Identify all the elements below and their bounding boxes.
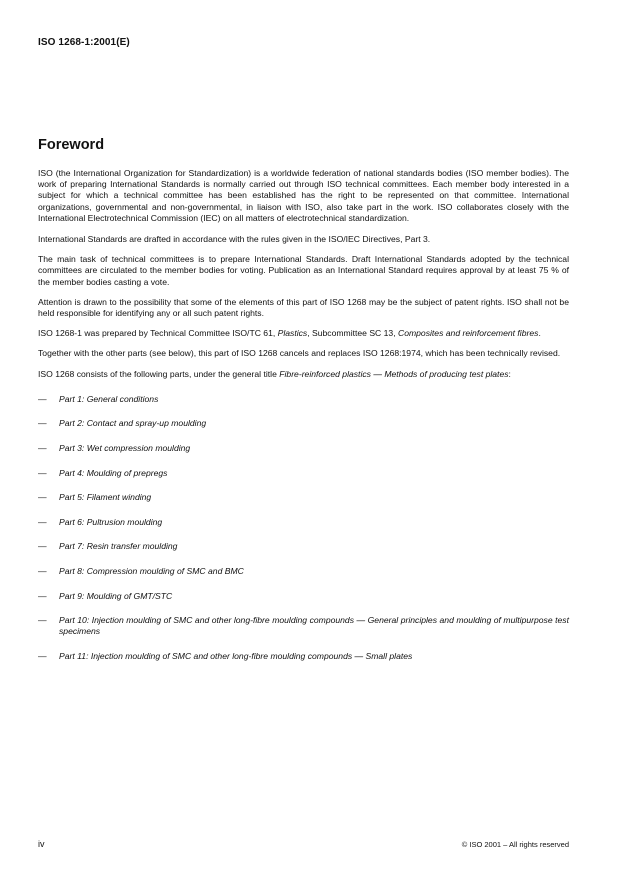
part-title: Part 8: Compression moulding of SMC and BMC bbox=[59, 566, 244, 576]
paragraph-parts-intro bbox=[38, 369, 569, 380]
list-dash: — bbox=[38, 467, 47, 478]
part-title: Part 4: Moulding of prepregs bbox=[59, 467, 168, 478]
list-item bbox=[38, 468, 569, 479]
list-dash: — bbox=[38, 650, 47, 661]
list-item bbox=[38, 591, 569, 602]
list-item bbox=[38, 492, 569, 503]
list-dash: — bbox=[38, 615, 47, 626]
list-dash: — bbox=[38, 541, 47, 552]
paragraph-drafting-rules: International Standards are drafted in accordance with the rules given in the ISO/IEC Directives, Part 3. bbox=[38, 234, 431, 245]
prepared-by-text-e: . bbox=[538, 328, 541, 339]
list-item bbox=[38, 541, 569, 552]
part-title: Part 2: Contact and spray-up moulding bbox=[59, 418, 207, 429]
paragraph-iso-intro: ISO (the International Organization for Standardization) is a worldwide federation of national standards bodies (ISO member bodies). The work of preparing International Standards is normally carried out through ISO technical committees. Each member body interested in a subject for which a technical committee has been established has the right to be represented on that committee. International organizations, governmental and non-governmental, in liaison with ISO, also take part in the work. ISO collaborates closely with the International Electrotechnical Commission (IEC) on all matters of electrotechnical standardization. bbox=[38, 168, 569, 223]
part-title: Part 10: Injection moulding of SMC and other long-fibre moulding compounds — General principles and moulding of multipurpose test specimens bbox=[59, 615, 569, 637]
list-item bbox=[38, 443, 569, 454]
copyright-notice: © ISO 2001 – All rights reserved bbox=[461, 840, 569, 849]
document-id-header: ISO 1268-1:2001(E) bbox=[38, 37, 130, 48]
parts-intro-text-c: : bbox=[508, 368, 511, 379]
foreword-body bbox=[38, 168, 569, 676]
list-item bbox=[38, 418, 569, 429]
list-dash: — bbox=[38, 443, 47, 454]
part-title: Part 7: Resin transfer moulding bbox=[59, 541, 178, 552]
list-item bbox=[38, 615, 569, 637]
list-item bbox=[38, 566, 569, 577]
part-title: Part 11: Injection moulding of SMC and other long-fibre moulding compounds — Small plates bbox=[59, 650, 413, 661]
parts-intro-text-a: ISO 1268 consists of the following parts, under the general title bbox=[38, 368, 280, 379]
prepared-by-text-c: , Subcommittee SC 13, bbox=[307, 328, 398, 339]
part-title: Part 6: Pultrusion moulding bbox=[59, 516, 163, 527]
list-dash: — bbox=[38, 393, 47, 404]
list-dash: — bbox=[38, 566, 47, 576]
part-title: Part 1: General conditions bbox=[59, 393, 159, 404]
paragraph-prepared-by bbox=[38, 328, 569, 339]
list-dash: — bbox=[38, 418, 47, 429]
part-title: Part 3: Wet compression moulding bbox=[59, 443, 191, 454]
subcommittee-name: Composites and reinforcement fibres bbox=[398, 328, 539, 339]
part-title: Part 5: Filament winding bbox=[59, 492, 152, 503]
list-dash: — bbox=[38, 516, 47, 527]
list-dash: — bbox=[38, 492, 47, 503]
list-item bbox=[38, 651, 569, 662]
committee-name: Plastics bbox=[277, 328, 308, 339]
page-number: iv bbox=[38, 839, 45, 849]
list-item bbox=[38, 394, 569, 405]
parts-list bbox=[38, 394, 569, 662]
page-title: Foreword bbox=[38, 137, 105, 153]
prepared-by-text-a: ISO 1268-1 was prepared by Technical Committee ISO/TC 61, bbox=[38, 328, 278, 339]
paragraph-replaces: Together with the other parts (see below), this part of ISO 1268 cancels and replaces ISO 1268:1974, which has been technically revised. bbox=[38, 348, 561, 359]
list-dash: — bbox=[38, 590, 47, 601]
paragraph-technical-committees: The main task of technical committees is to prepare International Standards. Draft International Standards adopted by the technical committees are circulated to the member bodies for voting. Publication as an International Standard requires approval by at least 75 % of the member bodies casting a vote. bbox=[38, 254, 569, 287]
part-title: Part 9: Moulding of GMT/STC bbox=[59, 590, 173, 601]
list-item bbox=[38, 517, 569, 528]
paragraph-patent-rights: Attention is drawn to the possibility that some of the elements of this part of ISO 1268 may be the subject of patent rights. ISO shall not be held responsible for identifying any or all such patent rights. bbox=[38, 296, 569, 319]
general-title: Fibre-reinforced plastics — Methods of producing test plates bbox=[279, 368, 509, 379]
